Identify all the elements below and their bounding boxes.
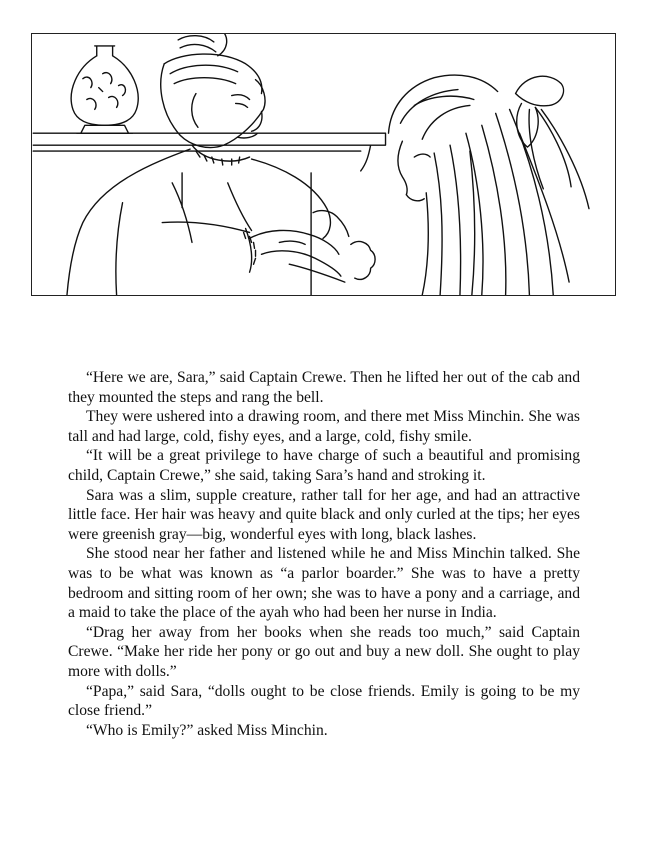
paragraph: “Who is Emily?” asked Miss Minchin. xyxy=(86,721,328,739)
story-text xyxy=(68,368,580,740)
vase-icon xyxy=(71,46,138,133)
paragraph: “It will be a great privilege to have charge of such a beautiful and promising child, Captain Crewe,” she said, taking Sara’s hand and stroking it. xyxy=(68,447,580,484)
paragraph: Sara was a slim, supple creature, rather tall for her age, and had an attractive little face. Her hair was heavy and quite black and only curled at the tips; her eyes were greenish gray—big, wonderful eyes with long, black lashes. xyxy=(68,486,580,543)
illustration-drawing xyxy=(32,34,615,295)
paragraph: They were ushered into a drawing room, and there met Miss Minchin. She was tall and had large, cold, fishy eyes, and a large, cold, fishy smile. xyxy=(68,408,580,445)
paragraph: “Here we are, Sara,” said Captain Crewe. Then he lifted her out of the cab and they mounted the steps and rang the bell. xyxy=(68,369,580,406)
paragraph: “Drag her away from her books when she reads too much,” said Captain Crewe. “Make her ride her pony or go out and buy a new doll. She ought to play more with dolls.” xyxy=(68,623,580,680)
sara-figure xyxy=(389,75,589,295)
paragraph: “Papa,” said Sara, “dolls ought to be close friends. Emily is going to be my close friend.” xyxy=(68,682,580,720)
story-illustration xyxy=(31,33,616,296)
paragraph: She stood near her father and listened while he and Miss Minchin talked. She was to be what was known as “a parlor boarder.” She was to have a pretty bedroom and sitting room of her own; she was to have a pony and a carriage, and a maid to take the place of the ayah who had been her nurse in India. xyxy=(68,545,580,622)
miss-minchin-figure xyxy=(67,34,375,295)
